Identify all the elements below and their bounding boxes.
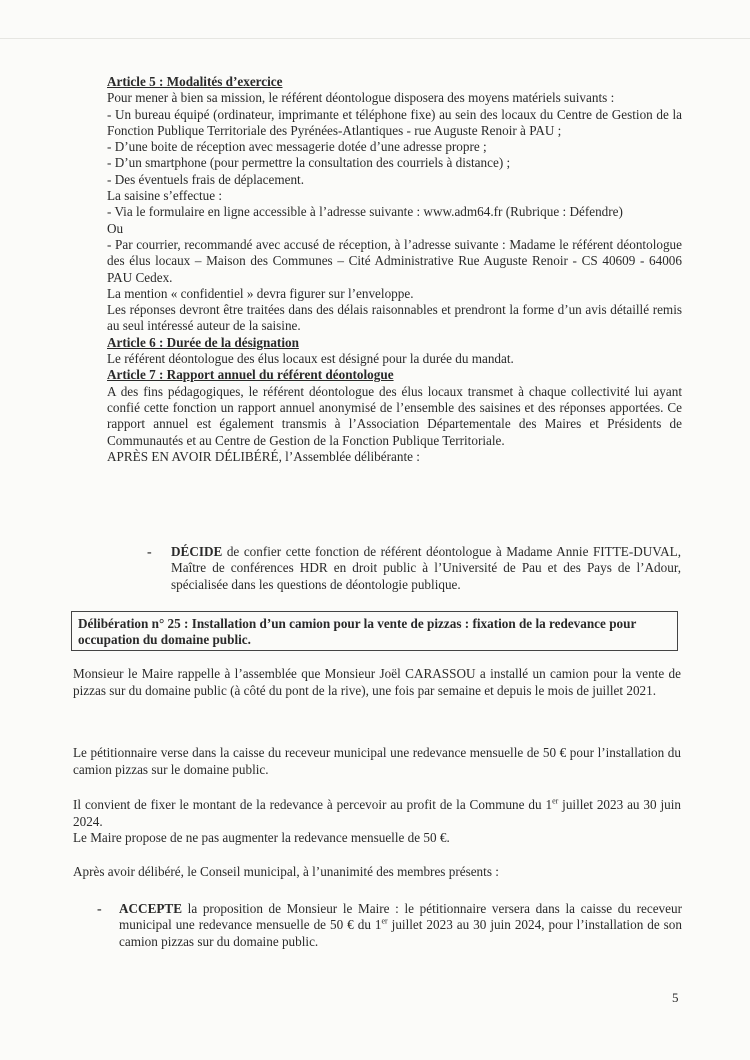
decide-item — [171, 544, 681, 593]
article-5-line: - Via le formulaire en ligne accessible à l’adresse suivante : www.adm64.fr (Rubrique : Défendre) — [107, 204, 623, 220]
article-5-title: Article 5 : Modalités d’exercice — [107, 74, 283, 89]
article-5-line: Pour mener à bien sa mission, le référent déontologue disposera des moyens matériels suivants : — [107, 90, 615, 106]
superscript: er — [552, 796, 559, 806]
decide-keyword: DÉCIDE — [171, 544, 223, 559]
scan-edge-line — [0, 38, 750, 39]
bullet-dash: - — [147, 545, 152, 560]
article-5-line: Ou — [107, 220, 124, 236]
deliberation-text: juillet 2023 au 30 juin 2024. — [73, 797, 681, 829]
deliberation-paragraph: Le Maire propose de ne pas augmenter la redevance mensuelle de 50 €. — [73, 830, 450, 845]
deliberation-paragraph: Le pétitionnaire verse dans la caisse du receveur municipal une redevance mensuelle de 50 € pour l’installation du camion pizzas sur le domaine public. — [73, 745, 681, 777]
article-7-title: Article 7 : Rapport annuel du référent déontologue — [107, 367, 394, 383]
deliberation-text: Il convient de fixer le montant de la redevance à percevoir au profit de la Commune du 1 — [73, 797, 553, 812]
accepte-item — [119, 901, 682, 950]
deliberation-paragraph — [73, 797, 681, 830]
article-7-text: A des fins pédagogiques, le référent déontologue des élus locaux transmet à chaque collectivité lui ayant confié cette fonction un rapport annuel anonymisé de l’ensemble des saisines et des réponses apportées. Ce rapport annuel est également transmis à l’Association Départementale des Maires et Présidents de Communautés et au Centre de Gestion de la Fonction Publique Territoriale. — [107, 383, 682, 448]
deliberation-25-title-box — [71, 611, 678, 651]
superscript: er — [381, 916, 388, 926]
accepte-keyword: ACCEPTE — [119, 901, 183, 916]
page-number: 5 — [672, 990, 679, 1005]
article-5-line: La mention « confidentiel » devra figurer sur l’enveloppe. — [107, 285, 414, 301]
article-6-title: Article 6 : Durée de la désignation — [107, 334, 299, 350]
article-5-line: Les réponses devront être traitées dans des délais raisonnables et prendront la forme d’un avis détaillé remis au seul intéressé auteur de la saisine. — [107, 302, 682, 334]
bullet-dash: - — [97, 902, 102, 917]
article-5-line: - D’une boite de réception avec messagerie dotée d’une adresse propre ; — [107, 139, 487, 155]
deliberation-paragraph: Après avoir délibéré, le Conseil municipal, à l’unanimité des membres présents : — [73, 864, 499, 879]
article-5 — [107, 74, 682, 465]
accepte-text: juillet 2023 au 30 juin 2024, pour l’installation de son camion pizzas sur du domaine public. — [119, 917, 682, 949]
decide-text: de confier cette fonction de référent déontologue à Madame Annie FITTE-DUVAL, Maître de conférences HDR en droit public à l’Université de Pau et des Pays de l’Adour, spécialisée dans les questions de déontologie publique. — [171, 544, 681, 592]
article-5-line: - Des éventuels frais de déplacement. — [107, 171, 304, 187]
article-5-line: La saisine s’effectue : — [107, 188, 223, 204]
accepte-text: la proposition de Monsieur le Maire : le pétitionnaire versera dans la caisse du receveur municipal une redevance mensuelle de 50 € du 1 — [119, 901, 682, 933]
article-6-text: Le référent déontologue des élus locaux est désigné pour la durée du mandat. — [107, 351, 514, 367]
article-5-line: - D’un smartphone (pour permettre la consultation des courriels à distance) ; — [107, 155, 511, 171]
deliberation-25-title: Délibération n° 25 : Installation d’un camion pour la vente de pizzas : fixation de la redevance pour occupation du domaine public. — [78, 616, 637, 647]
deliberation-paragraph: Monsieur le Maire rappelle à l’assemblée que Monsieur Joël CARASSOU a installé un camion pour la vente de pizzas sur du domaine public (à côté du pont de la rive), une fois par semaine et depuis le mois de juillet 2021. — [73, 666, 681, 698]
article-5-line: - Par courrier, recommandé avec accusé de réception, à l’adresse suivante : Madame le référent déontologue des élus locaux – Maison des Communes – Cité Administrative Rue Auguste Renoir - CS 40609 - 64006 PAU Cedex. — [107, 236, 682, 285]
article-5-line: - Un bureau équipé (ordinateur, imprimante et téléphone fixe) au sein des locaux du Centre de Gestion de la Fonction Publique Territoriale des Pyrénées-Atlantiques - rue Auguste Renoir à PAU ; — [107, 106, 682, 138]
resolution-intro: APRÈS EN AVOIR DÉLIBÉRÉ, l’Assemblée délibérante : — [107, 448, 420, 464]
